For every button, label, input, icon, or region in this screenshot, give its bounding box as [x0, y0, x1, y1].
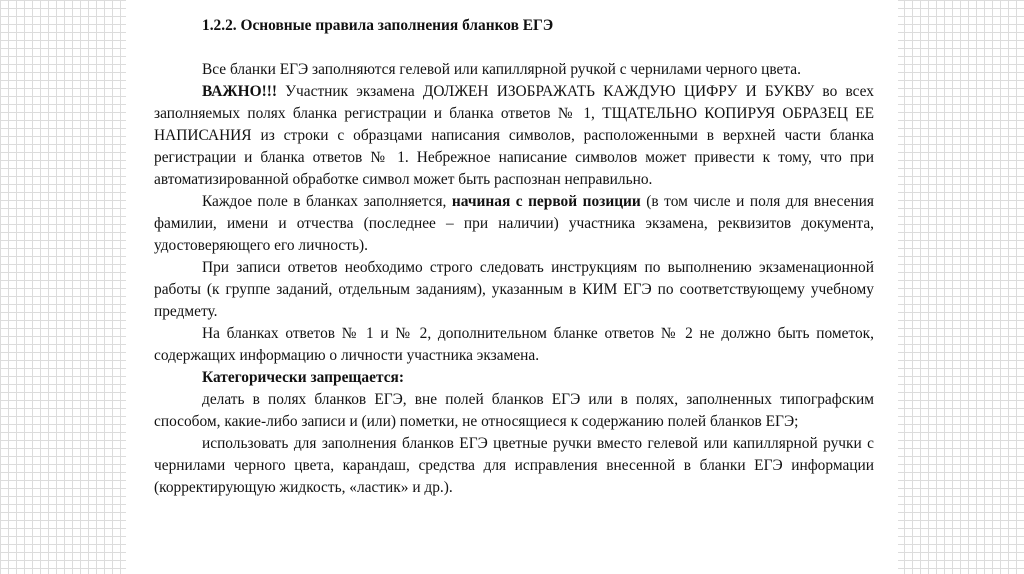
first-position-rest: (в том числе и поля для внесения фамилии, имени и отчества (последнее – при наличии) участника экзамена, реквизитов документа, удостоверяющего его личность).: [154, 193, 874, 254]
section-title: 1.2.2. Основные правила заполнения бланков ЕГЭ: [202, 17, 554, 34]
paragraph-prohibited-pens: использовать для заполнения бланков ЕГЭ цветные ручки вместо гелевой или капиллярной ручки с чернилами черного цвета, карандаш, средства для исправления внесенной в бланки ЕГЭ информации (корректирующую жидкость, «ластик» и др.).: [154, 435, 874, 496]
first-position-emphasis: начиная с первой позиции: [451, 193, 641, 210]
spacer: [154, 37, 874, 59]
paragraph-prohibited-records: делать в полях бланков ЕГЭ, вне полей бланков ЕГЭ или в полях, заполненных типографским способом, какие-либо записи и (или) пометки, не относящиеся к содержанию полей бланков ЕГЭ;: [154, 391, 874, 430]
first-position-lead: Каждое поле в бланках заполняется,: [202, 193, 452, 210]
paragraph-instructions: При записи ответов необходимо строго следовать инструкциям по выполнению экзаменационной работы (к группе заданий, отдельным заданиям), указанным в КИМ ЕГЭ по соответствующему учебному предмету.: [154, 259, 874, 320]
prohibited-heading: Категорически запрещается:: [202, 369, 404, 386]
important-label: ВАЖНО!!!: [202, 83, 277, 100]
document-page: [126, 0, 898, 574]
paragraph-first-position: [154, 191, 874, 257]
paragraph-important: [154, 81, 874, 191]
paragraph-pens: Все бланки ЕГЭ заполняются гелевой или капиллярной ручкой с чернилами черного цвета.: [202, 61, 801, 78]
important-text: Участник экзамена ДОЛЖЕН ИЗОБРАЖАТЬ КАЖДУЮ ЦИФРУ И БУКВУ во всех заполняемых полях бланка регистрации и бланка ответов № 1, ТЩАТЕЛЬНО КОПИРУЯ ОБРАЗЕЦ ЕЕ НАПИСАНИЯ из строки с образцами написания символов, расположенными в верхней части бланка регистрации и бланка ответов № 1. Небрежное написание символов может привести к тому, что при автоматизированной обработке символ может быть распознан неправильно.: [154, 83, 874, 188]
paragraph-no-marks: На бланках ответов № 1 и № 2, дополнительном бланке ответов № 2 не должно быть пометок, содержащих информацию о личности участника экзамена.: [154, 325, 874, 364]
